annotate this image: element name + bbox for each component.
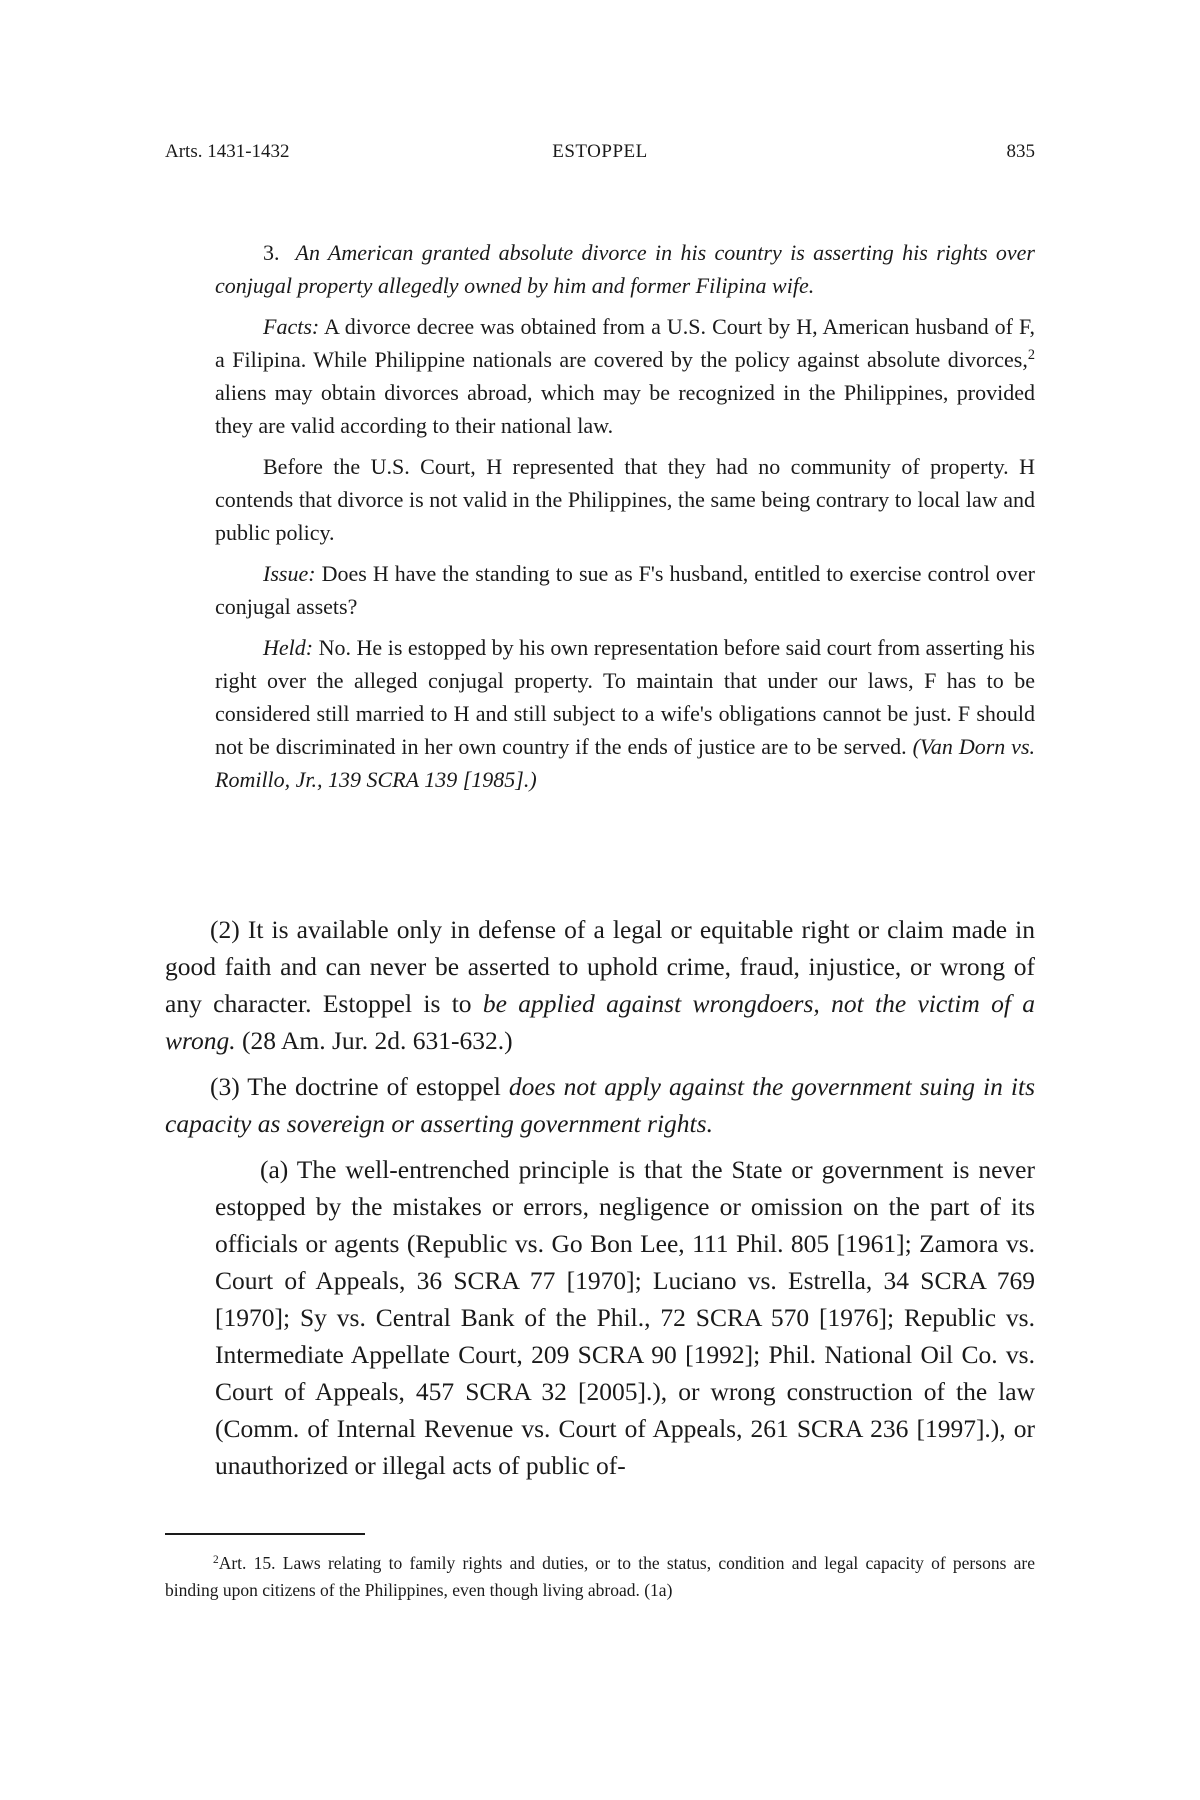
paragraph-2 — [165, 911, 1035, 1059]
case-held — [215, 631, 1035, 796]
header-chapter-title: ESTOPPEL — [552, 141, 648, 162]
facts-label: Facts: — [263, 314, 320, 339]
p2-text-b: (28 Am. Jur. 2d. 631-632.) — [235, 1026, 513, 1055]
p3-emphasis: does not apply against the government suing in its capacity as sovereign or asserting government rights. — [165, 1072, 1035, 1138]
case-facts — [215, 310, 1035, 442]
issue-text: Does H have the standing to sue as F's husband, entitled to exercise control over conjugal assets? — [215, 561, 1035, 619]
p2-text-a: (2) It is available only in defense of a legal or equitable right or claim made in good faith and can never be asserted to uphold crime, fraud, injustice, or wrong of any character. Estoppel is to — [165, 915, 1035, 1018]
case-number: 3. — [263, 240, 280, 265]
footnote-marker: 2 — [213, 1553, 219, 1566]
case-digest — [215, 236, 1035, 804]
footnote-text: Art. 15. Laws relating to family rights and duties, or to the status, condition and legal capacity of persons are binding upon citizens of the Philippines, even though living abroad. (1a) — [165, 1553, 1035, 1600]
case-issue — [215, 557, 1035, 623]
issue-label: Issue: — [263, 561, 316, 586]
page-number: 835 — [1006, 141, 1035, 162]
held-label: Held: — [263, 635, 314, 660]
footnote — [165, 1550, 1035, 1604]
case-heading — [215, 236, 1035, 302]
running-head — [165, 138, 1035, 166]
facts-text-b: aliens may obtain divorces abroad, which may be recognized in the Philippines, provided they are valid according to their national law. — [215, 380, 1035, 438]
p3-text-a: (3) The doctrine of estoppel — [210, 1072, 509, 1101]
case-citation: (Van Dorn vs. Romillo, Jr., 139 SCRA 139 [1985].) — [215, 734, 1036, 792]
p2-emphasis: be applied against wrongdoers, not the victim of a wrong. — [165, 989, 1035, 1055]
case-title: An American granted absolute divorce in his country is asserting his rights over conjugal property allegedly owned by him and former Filipina wife. — [215, 240, 1035, 298]
main-text — [165, 911, 1035, 1493]
case-representation: Before the U.S. Court, H represented that they had no community of property. H contends that divorce is not valid in the Philippines, the same being contrary to local law and public policy. — [215, 454, 1035, 545]
paragraph-3a: (a) The well-entrenched principle is that the State or government is never estopped by the mistakes or errors, negligence or omission on the part of its officials or agents (Republic vs. Go Bon Lee, 111 Phil. 805 [1961]; Zamora vs. Court of Appeals, 36 SCRA 77 [1970]; Luciano vs. Estrella, 34 SCRA 769 [1970]; Sy vs. Central Bank of the Phil., 72 SCRA 570 [1976]; Republic vs. Intermediate Appellate Court, 209 SCRA 90 [1992]; Phil. National Oil Co. vs. Court of Appeals, 457 SCRA 32 [2005].), or wrong construction of the law (Comm. of Internal Revenue vs. Court of Appeals, 261 SCRA 236 [1997].), or unauthorized or illegal acts of public of- — [215, 1155, 1035, 1480]
footnote-rule — [165, 1533, 365, 1535]
header-article-range: Arts. 1431-1432 — [165, 141, 290, 162]
paragraph-3 — [165, 1068, 1035, 1142]
footnote-reference[interactable]: 2 — [1027, 347, 1035, 364]
facts-text-a: A divorce decree was obtained from a U.S. Court by H, American husband of F, a Filipina. While Philippine nationals are covered by the policy against absolute divorces, — [215, 314, 1035, 372]
held-text: No. He is estopped by his own representation before said court from asserting his right over the alleged conjugal property. To maintain that under our laws, F has to be considered still married to H and still subject to a wife's obligations cannot be just. F should not be discriminated in her own country if the ends of justice are to be served. — [215, 635, 1035, 759]
